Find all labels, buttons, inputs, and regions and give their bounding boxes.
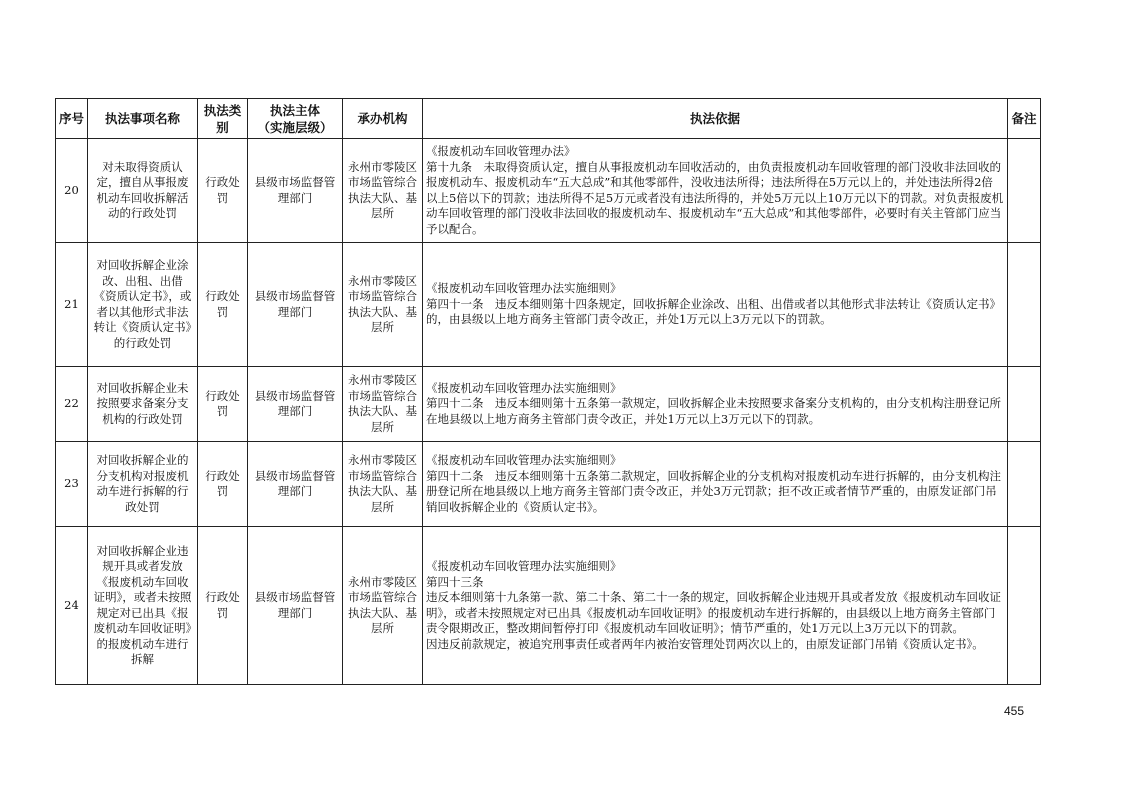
table-row bbox=[56, 139, 1041, 243]
row-remark bbox=[1008, 139, 1041, 243]
header-subject bbox=[248, 99, 343, 139]
law-enforcement-table bbox=[55, 98, 1041, 685]
row-name: 对回收拆解企业未按照要求备案分支机构的行政处罚 bbox=[88, 367, 198, 442]
row-subject: 县级市场监督管理部门 bbox=[248, 139, 343, 243]
row-basis bbox=[423, 527, 1008, 685]
basis-line: 第十九条 未取得资质认定，擅自从事报废机动车回收活动的，由负责报废机动车回收管理的部门没收非法回收的报废机动车、报废机动车“五大总成”和其他零部件，没收违法所得；违法所得在5万元以上的，并处违法所得2倍以上5倍以下的罚款；违法所得不足5万元或者没有违法所得的，并处5万元以上10万元以下的罚款。对负责报废机动车回收管理的部门没收非法回收的报废机动车、报废机动车“五大总成”和其他零部件，必要时有关主管部门应当予以配合。 bbox=[426, 159, 1004, 236]
row-category: 行政处罚 bbox=[198, 527, 248, 685]
row-category: 行政处罚 bbox=[198, 442, 248, 527]
row-name: 对回收拆解企业违规开具或者发放《报废机动车回收证明》，或者未按照规定对已出具《报废机动车回收证明》的报废机动车进行拆解 bbox=[88, 527, 198, 685]
table-row bbox=[56, 442, 1041, 527]
basis-line: 违反本细则第十九条第一款、第二十条、第二十一条的规定，回收拆解企业违规开具或者发放《报废机动车回收证明》，或者未按照规定对已出具《报废机动车回收证明》的报废机动车进行拆解的，由县级以上地方商务主管部门责令限期改正，整改期间暂停打印《报废机动车回收证明》；情节严重的，处1万元以上3万元以下的罚款。 bbox=[426, 590, 1001, 635]
basis-line: 第四十三条 bbox=[426, 574, 484, 589]
row-seq: 22 bbox=[56, 367, 88, 442]
page-number: 455 bbox=[1004, 704, 1025, 718]
header-basis: 执法依据 bbox=[423, 99, 1008, 139]
row-subject: 县级市场监督管理部门 bbox=[248, 243, 343, 367]
basis-line: 第四十一条 违反本细则第十四条规定，回收拆解企业涂改、出租、出借或者以其他形式非法转让《资质认定书》的，由县级以上地方商务主管部门责令改正，并处1万元以上3万元以下的罚款。 bbox=[426, 296, 1001, 327]
row-name: 对回收拆解企业涂改、出租、出借《资质认定书》，或者以其他形式非法转让《资质认定书》的行政处罚 bbox=[88, 243, 198, 367]
header-category: 执法类别 bbox=[198, 99, 248, 139]
row-subject: 县级市场监督管理部门 bbox=[248, 442, 343, 527]
row-remark bbox=[1008, 243, 1041, 367]
header-remark: 备注 bbox=[1008, 99, 1041, 139]
row-subject: 县级市场监督管理部门 bbox=[248, 527, 343, 685]
row-seq: 20 bbox=[56, 139, 88, 243]
row-agency: 永州市零陵区市场监管综合执法大队、基层所 bbox=[343, 367, 423, 442]
row-category: 行政处罚 bbox=[198, 367, 248, 442]
table-row bbox=[56, 367, 1041, 442]
row-seq: 23 bbox=[56, 442, 88, 527]
row-subject: 县级市场监督管理部门 bbox=[248, 367, 343, 442]
row-agency: 永州市零陵区市场监管综合执法大队、基层所 bbox=[343, 139, 423, 243]
header-agency: 承办机构 bbox=[343, 99, 423, 139]
row-basis bbox=[423, 243, 1008, 367]
row-seq: 21 bbox=[56, 243, 88, 367]
row-remark bbox=[1008, 527, 1041, 685]
row-category: 行政处罚 bbox=[198, 139, 248, 243]
table-row bbox=[56, 527, 1041, 685]
header-subject-line1: 执法主体 bbox=[269, 102, 320, 118]
row-seq: 24 bbox=[56, 527, 88, 685]
table-row bbox=[56, 243, 1041, 367]
basis-line: 《报废机动车回收管理办法实施细则》 bbox=[426, 559, 622, 573]
row-agency: 永州市零陵区市场监管综合执法大队、基层所 bbox=[343, 442, 423, 527]
row-basis bbox=[423, 139, 1008, 243]
row-name: 对回收拆解企业的分支机构对报废机动车进行拆解的行政处罚 bbox=[88, 442, 198, 527]
row-agency: 永州市零陵区市场监管综合执法大队、基层所 bbox=[343, 243, 423, 367]
row-agency: 永州市零陵区市场监管综合执法大队、基层所 bbox=[343, 527, 423, 685]
basis-line: 因违反前款规定，被追究刑事责任或者两年内被治安管理处罚两次以上的，由原发证部门吊销《资质认定书》。 bbox=[426, 636, 984, 651]
row-basis bbox=[423, 442, 1008, 527]
row-remark bbox=[1008, 367, 1041, 442]
basis-line: 第四十二条 违反本细则第十五条第一款规定，回收拆解企业未按照要求备案分支机构的，由分支机构注册登记所在地县级以上地方商务主管部门责令改正，并处1万元以上3万元以下的罚款。 bbox=[426, 396, 1001, 426]
row-basis bbox=[423, 367, 1008, 442]
row-name: 对未取得资质认定，擅自从事报废机动车回收拆解活动的行政处罚 bbox=[88, 139, 198, 243]
basis-line: 《报废机动车回收管理办法》 bbox=[426, 144, 576, 158]
header-row bbox=[56, 99, 1041, 139]
basis-line: 第四十二条 违反本细则第十五条第二款规定，回收拆解企业的分支机构对报废机动车进行拆解的，由分支机构注册登记所在地县级以上地方商务主管部门责令改正，并处3万元罚款；拒不改正或者情节严重的，由原发证部门吊销回收拆解企业的《资质认定书》。 bbox=[426, 468, 1001, 514]
basis-line: 《报废机动车回收管理办法实施细则》 bbox=[426, 380, 622, 395]
row-remark bbox=[1008, 442, 1041, 527]
basis-line: 《报废机动车回收管理办法实施细则》 bbox=[426, 281, 622, 296]
header-name: 执法事项名称 bbox=[88, 99, 198, 139]
header-seq: 序号 bbox=[56, 99, 88, 139]
basis-line: 《报废机动车回收管理办法实施细则》 bbox=[426, 453, 622, 467]
row-category: 行政处罚 bbox=[198, 243, 248, 367]
header-subject-line2: （实施层级） bbox=[257, 119, 333, 135]
